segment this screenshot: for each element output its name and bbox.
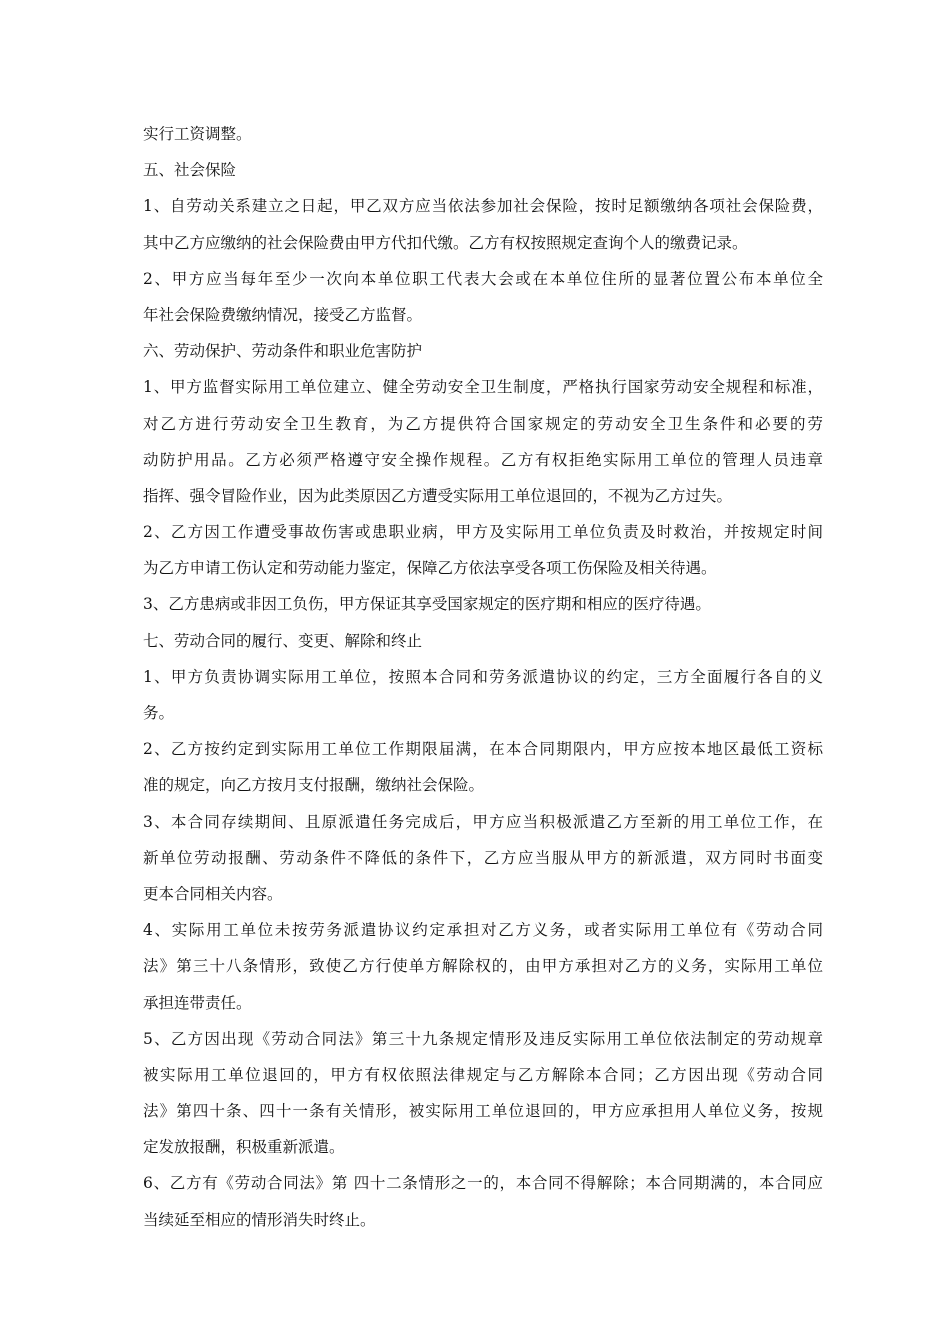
- text-line: 准的规定，向乙方按月支付报酬，缴纳社会保险。: [143, 776, 485, 795]
- text-line: 2、甲方应当每年至少一次向本单位职工代表大会或在本单位住所的显著位置公布本单位全: [143, 269, 823, 288]
- text-line: 定发放报酬，积极重新派遣。: [143, 1138, 345, 1157]
- text-line: 法》第三十八条情形，致使乙方行使单方解除权的，由甲方承担对乙方的义务，实际用工单位: [143, 957, 823, 976]
- text-line: 1、甲方负责协调实际用工单位，按照本合同和劳务派遣协议的约定，三方全面履行各自的义: [143, 667, 823, 686]
- text-line: 5、乙方因出现《劳动合同法》第三十九条规定情形及违反实际用工单位依法制定的劳动规章: [143, 1029, 823, 1048]
- text-line: 4、实际用工单位未按劳务派遣协议约定承担对乙方义务，或者实际用工单位有《劳动合同: [143, 921, 823, 940]
- text-line: 1、自劳动关系建立之日起，甲乙双方应当依法参加社会保险，按时足额缴纳各项社会保险费，: [143, 197, 823, 216]
- text-line: 其中乙方应缴纳的社会保险费由甲方代扣代缴。乙方有权按照规定查询个人的缴费记录。: [143, 233, 748, 252]
- section-heading: 七、劳动合同的履行、变更、解除和终止: [143, 631, 423, 650]
- text-line: 1、甲方监督实际用工单位建立、健全劳动安全卫生制度，严格执行国家劳动安全规程和标准，: [143, 378, 823, 397]
- text-line: 实行工资调整。: [143, 125, 252, 143]
- text-line: 法》第四十条、四十一条有关情形，被实际用工单位退回的，甲方应承担用人单位义务，按规: [143, 1102, 823, 1121]
- text-line: 被实际用工单位退回的，甲方有权依照法律规定与乙方解除本合同；乙方因出现《劳动合同: [143, 1065, 823, 1084]
- text-line: 3、乙方患病或非因工负伤，甲方保证其享受国家规定的医疗期和相应的医疗待遇。: [143, 595, 711, 614]
- section-heading: 五、社会保险: [143, 161, 237, 180]
- text-line: 3、本合同存续期间、且原派遣任务完成后，甲方应当积极派遣乙方至新的用工单位工作，在: [143, 812, 823, 831]
- text-line: 当续延至相应的情形消失时终止。: [143, 1210, 376, 1229]
- text-line: 2、乙方按约定到实际用工单位工作期限届满，在本合同期限内，甲方应按本地区最低工资标: [143, 740, 823, 759]
- text-line: 为乙方申请工伤认定和劳动能力鉴定，保障乙方依法享受各项工伤保险及相关待遇。: [143, 559, 717, 578]
- text-line: 6、乙方有《劳动合同法》第 四十二条情形之一的，本合同不得解除；本合同期满的，本合同应: [143, 1174, 823, 1193]
- text-line: 承担连带责任。: [143, 993, 252, 1012]
- document-body: [143, 116, 823, 1238]
- text-line: 新单位劳动报酬、劳动条件不降低的条件下，乙方应当服从甲方的新派遣，双方同时书面变: [143, 848, 823, 867]
- text-line: 更本合同相关内容。: [143, 884, 283, 903]
- text-line: 指挥、强令冒险作业，因为此类原因乙方遭受实际用工单位退回的，不视为乙方过失。: [143, 486, 733, 505]
- text-line: 年社会保险费缴纳情况，接受乙方监督。: [143, 305, 423, 324]
- text-line: 对乙方进行劳动安全卫生教育，为乙方提供符合国家规定的劳动安全卫生条件和必要的劳: [143, 414, 823, 433]
- text-line: 动防护用品。乙方必须严格遵守安全操作规程。乙方有权拒绝实际用工单位的管理人员违章: [143, 450, 823, 469]
- section-heading: 六、劳动保护、劳动条件和职业危害防护: [143, 342, 423, 361]
- text-line: 2、乙方因工作遭受事故伤害或患职业病，甲方及实际用工单位负责及时救治，并按规定时间: [143, 523, 823, 542]
- text-line: 务。: [143, 704, 175, 722]
